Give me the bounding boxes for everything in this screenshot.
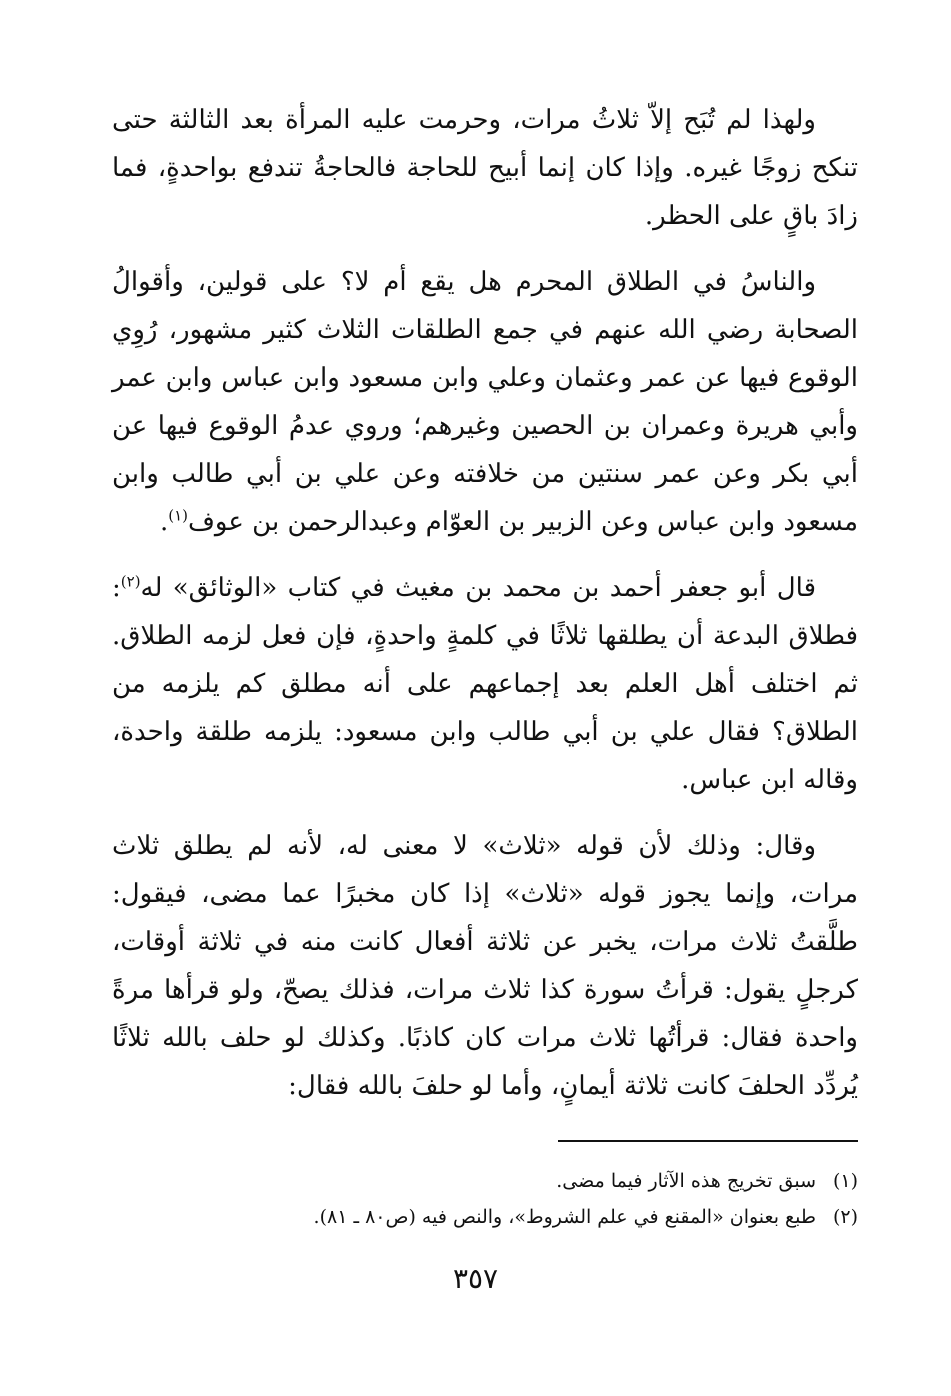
paragraph-2 [112, 258, 858, 546]
footnote-2-number: (٢) [832, 1206, 858, 1228]
footnote-2 [112, 1199, 858, 1235]
page-number: ٣٥٧ [452, 1262, 499, 1295]
paragraph-3-text: قال أبو جعفر أحمد بن محمد بن مغيث في كتاب «الوثائق» له [140, 573, 816, 603]
paragraph-2-tail: . [159, 507, 169, 537]
footnote-1 [112, 1163, 858, 1199]
footnote-1-text: سبق تخريج هذه الآثار فيما مضى. [556, 1170, 816, 1192]
footnote-2-text: طبع بعنوان «المقنع في علم الشروط»، والنص فيه (ص٨٠ ـ ٨١). [313, 1206, 816, 1228]
paragraph-3 [112, 564, 858, 804]
footnote-1-number: (١) [832, 1170, 858, 1192]
paragraph-1 [112, 96, 858, 240]
footnote-ref-1[interactable]: (١) [168, 506, 188, 525]
paragraph-4 [112, 822, 858, 1110]
page-body [112, 96, 858, 1128]
footnote-divider [558, 1140, 858, 1142]
footnote-ref-2[interactable]: (٢) [120, 572, 141, 591]
footnotes [112, 1163, 858, 1235]
paragraph-2-text: والناسُ في الطلاق المحرم هل يقع أم لا؟ على قولين، وأقوالُ الصحابة رضي الله عنهم في جمع الطلقات الثلاث كثير مشهور، رُوِي الوقوع فيها عن عمر وعثمان وعلي وابن مسعود وابن عباس وابن عمر وأبي هريرة وعمران بن الحصين وغيرهم؛ وروي عدمُ الوقوع فيها عن أبي بكر وعن عمر سنتين من خلافته وعن علي بن أبي طالب وابن مسعود وابن عباس وعن الزبير بن العوّام وعبدالرحمن بن عوف [112, 267, 858, 537]
paragraph-1-text: ولهذا لم تُبَح إلاّ ثلاثُ مرات، وحرمت عليه المرأة بعد الثالثة حتى تنكح زوجًا غيره. وإذا كان إنما أبيح للحاجة فالحاجةُ تندفع بواحدةٍ، فما زادَ باقٍ على الحظر. [112, 105, 858, 231]
paragraph-4-text: وقال: وذلك لأن قوله «ثلاث» لا معنى له، لأنه لم يطلق ثلاث مرات، وإنما يجوز قوله «ثلاث» إذا كان مخبرًا عما مضى، فيقول: طلَّقتُ ثلاث مرات، يخبر عن ثلاثة أفعال كانت منه في ثلاثة أوقات، كرجلٍ يقول: قرأتُ سورة كذا ثلاث مرات، فذلك يصحّ، ولو قرأها مرةً واحدة فقال: قرأتُها ثلاث مرات كان كاذبًا. وكذلك لو حلف بالله ثلاثًا يُردِّد الحلفَ كانت ثلاثة أيمانٍ، وأما لو حلفَ بالله فقال: [112, 831, 858, 1101]
paragraph-3-tail: : فطلاق البدعة أن يطلقها ثلاثًا في كلمةٍ واحدةٍ، فإن فعل لزمه الطلاق. ثم اختلف أهل العلم بعد إجماعهم على أنه مطلق كم يلزمه من الطلاق؟ فقال علي بن أبي طالب وابن مسعود: يلزمه طلقة واحدة، وقاله ابن عباس. [112, 573, 858, 795]
